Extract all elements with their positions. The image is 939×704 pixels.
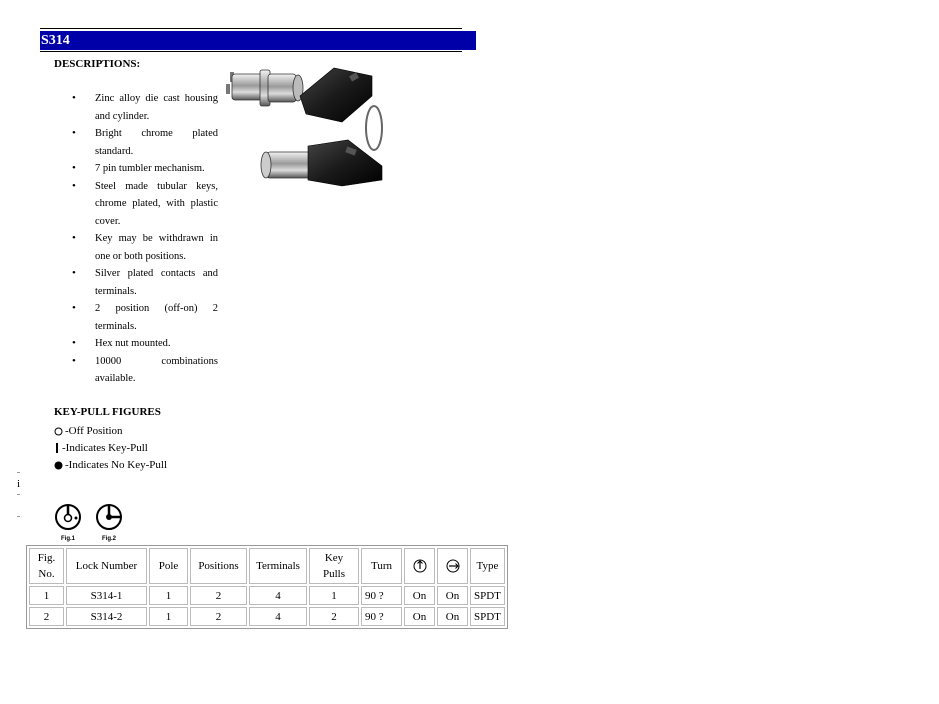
edge-mark bbox=[17, 494, 20, 495]
list-item: • 7 pin tumbler mechanism. bbox=[54, 160, 218, 178]
header-key-pulls: Key Pulls bbox=[309, 548, 359, 584]
cell-key-pulls: 2 bbox=[309, 607, 359, 626]
cell-turn: 90 ? bbox=[361, 607, 402, 626]
fig2-label: Fig.2 bbox=[101, 536, 117, 542]
fig1-label: Fig.1 bbox=[60, 536, 76, 542]
header-positions: Positions bbox=[190, 548, 247, 584]
fig1-icon bbox=[54, 503, 84, 543]
cell-right-position: On bbox=[437, 607, 468, 626]
title-rule-bottom bbox=[40, 51, 462, 52]
list-item: • 2 position (off-on) 2 terminals. bbox=[54, 300, 218, 335]
list-item: • Silver plated contacts and terminals. bbox=[54, 265, 218, 300]
edge-mark bbox=[17, 472, 20, 473]
key-pull-heading: KEY-PULL FIGURES bbox=[54, 406, 161, 418]
legend-off-label: -Off Position bbox=[65, 425, 123, 437]
cell-lock-number: S314-1 bbox=[66, 586, 147, 605]
up-arrow-circle-icon bbox=[413, 559, 427, 573]
fig2-icon bbox=[95, 503, 125, 543]
table-row bbox=[29, 586, 505, 605]
list-item: • 10000 combinations available. bbox=[54, 353, 218, 388]
cell-lock-number: S314-2 bbox=[66, 607, 147, 626]
legend-no-key-pull-label: -Indicates No Key-Pull bbox=[65, 459, 168, 471]
header-lock-number: Lock Number bbox=[66, 548, 147, 584]
list-item: • Bright chrome plated standard. bbox=[54, 125, 218, 160]
legend-key-pull-label: -Indicates Key-Pull bbox=[62, 442, 148, 454]
description-list bbox=[54, 90, 218, 388]
key-lock-switch-image bbox=[222, 56, 390, 188]
list-item: • Zinc alloy die cast housing and cylinder. bbox=[54, 90, 218, 125]
cell-positions: 2 bbox=[190, 607, 247, 626]
header-right-position bbox=[437, 548, 468, 584]
list-item: • Steel made tubular keys, chrome plated, with plastic cover. bbox=[54, 178, 218, 231]
list-item: • Hex nut mounted. bbox=[54, 335, 218, 353]
header-up-position bbox=[404, 548, 435, 584]
page-title: S314 bbox=[40, 31, 476, 50]
cell-up-position: On bbox=[404, 607, 435, 626]
list-item: • Key may be withdrawn in one or both positions. bbox=[54, 230, 218, 265]
header-fig-no: Fig. No. bbox=[29, 548, 64, 584]
header-terminals: Terminals bbox=[249, 548, 307, 584]
right-arrow-circle-icon bbox=[446, 559, 460, 573]
header-pole: Pole bbox=[149, 548, 188, 584]
cell-positions: 2 bbox=[190, 586, 247, 605]
open-circle-icon bbox=[54, 427, 63, 436]
table-header-row bbox=[29, 548, 505, 584]
header-turn: Turn bbox=[361, 548, 402, 584]
cell-fig-no: 1 bbox=[29, 586, 64, 605]
cell-turn: 90 ? bbox=[361, 586, 402, 605]
cell-up-position: On bbox=[404, 586, 435, 605]
cell-key-pulls: 1 bbox=[309, 586, 359, 605]
cell-terminals: 4 bbox=[249, 607, 307, 626]
cell-type: SPDT bbox=[470, 607, 505, 626]
specification-table bbox=[26, 545, 508, 629]
cell-terminals: 4 bbox=[249, 586, 307, 605]
cell-pole: 1 bbox=[149, 586, 188, 605]
filled-circle-icon bbox=[54, 461, 63, 470]
cell-pole: 1 bbox=[149, 607, 188, 626]
edge-text: i bbox=[17, 478, 21, 490]
cell-right-position: On bbox=[437, 586, 468, 605]
legend-no-key-pull bbox=[54, 458, 167, 472]
cell-type: SPDT bbox=[470, 586, 505, 605]
bar-icon bbox=[54, 443, 60, 453]
cell-fig-no: 2 bbox=[29, 607, 64, 626]
title-rule-top bbox=[40, 28, 462, 29]
header-type: Type bbox=[470, 548, 505, 584]
edge-mark bbox=[17, 516, 20, 517]
table-row bbox=[29, 607, 505, 626]
legend-off-position bbox=[54, 424, 123, 438]
legend-key-pull bbox=[54, 441, 148, 455]
descriptions-heading: DESCRIPTIONS: bbox=[54, 58, 141, 70]
